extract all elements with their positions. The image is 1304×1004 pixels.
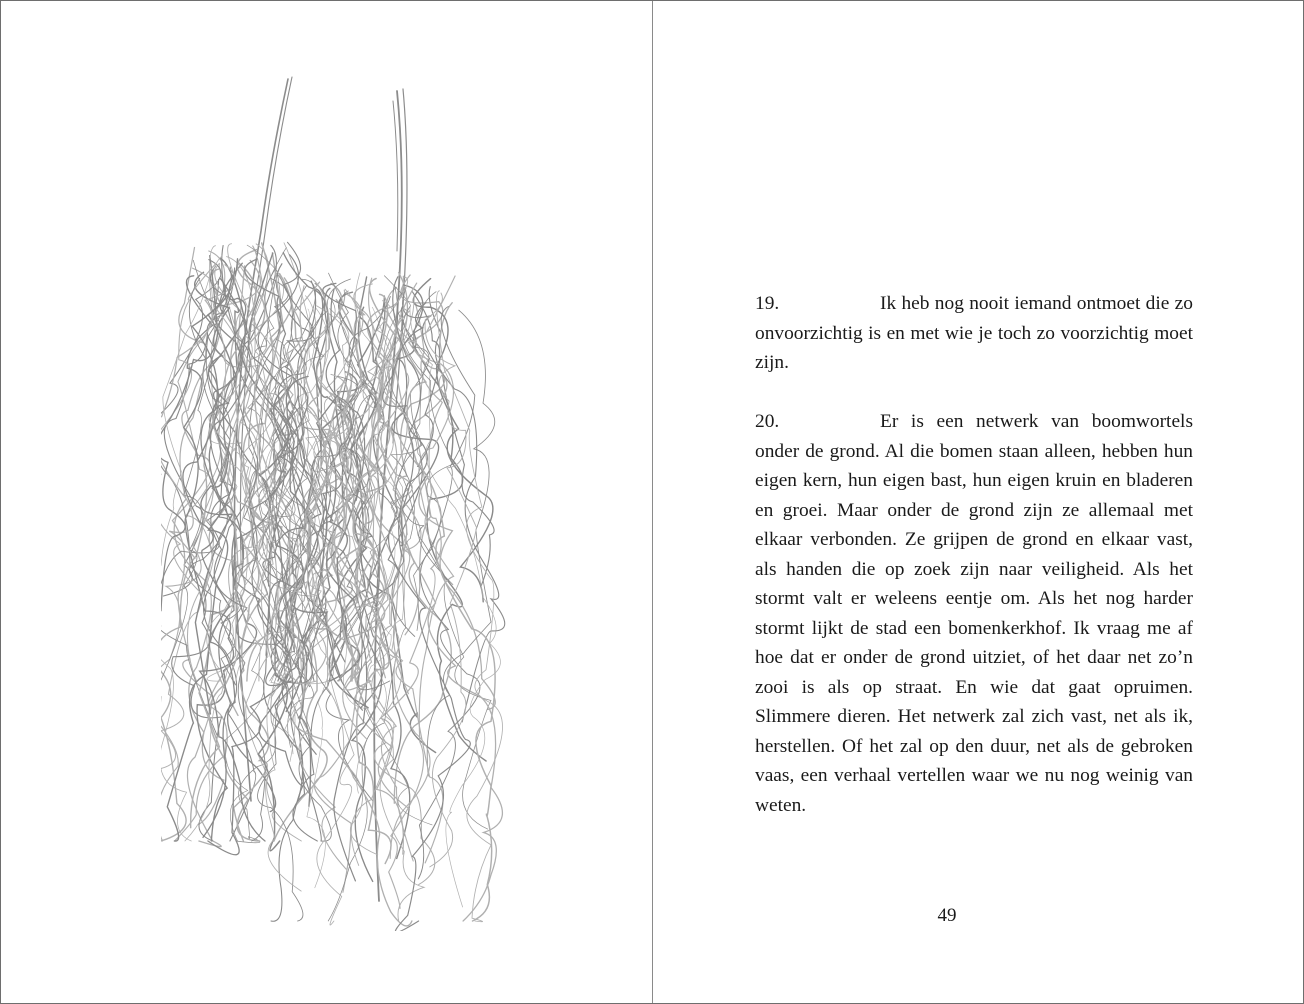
- root-strand: [418, 307, 480, 879]
- left-page: [1, 1, 652, 1003]
- root-strand: [309, 289, 377, 855]
- right-page: [653, 1, 1303, 1003]
- entry-text: Ik heb nog nooit iemand ontmoet die zo onvoorzichtig is en met wie je toch zo voorzichtig moet zijn.: [755, 293, 1193, 373]
- roots-drawing: [161, 41, 521, 931]
- entry-19: [755, 289, 1193, 378]
- root-strand: [401, 275, 447, 635]
- page-number: 49: [937, 905, 957, 926]
- root-strand: [425, 293, 476, 867]
- entry-text: Er is een netwerk van boomwortels onder de grond. Al die bomen staan alleen, hebben hun eigen kern, hun eigen bast, hun eigen kruin en bladeren en groei. Maar onder de grond zijn ze allemaal met elkaar verbonden. Ze grijpen de grond en elkaar vast, als handen die op zoek zijn naar veiligheid. Als het stormt valt er weleens eentje om. Als het nog harder stormt lijkt de stad een bomenkerkhof. Ik vraag me af hoe dat er onder de grond uitziet, of het daar net zo’n zooi is als op straat. En wie dat gaat opruimen. Slimmere dieren. Het netwerk zal zich vast, net als ik, herstellen. Of het zal op den duur, net als de gebroken vaas, een verhaal vertellen waar we nu nog weinig van weten.: [755, 411, 1193, 816]
- root-strand: [161, 267, 212, 841]
- entry-number: 19.: [755, 293, 780, 314]
- entry-number: 20.: [755, 411, 780, 432]
- entry-20: [755, 407, 1193, 820]
- text-block: [755, 289, 1193, 850]
- hanging-roots-illustration: [161, 41, 521, 931]
